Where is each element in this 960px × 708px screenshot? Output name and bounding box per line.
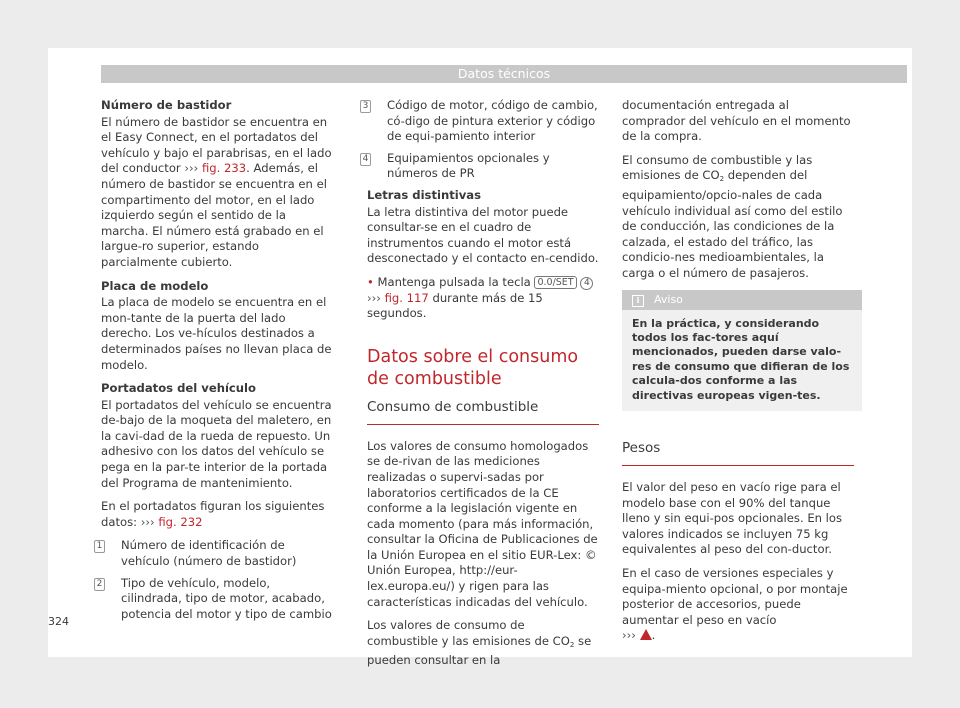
portadatos-paragraph: El portadatos del vehículo se encuentra de-bajo de la moqueta del maletero, en la cavi-dad de la rueda de repuesto. Un adhesivo con los datos del vehículo se pega en la par-te interior de la portada del Programa de mantenimiento. — [101, 397, 332, 490]
list-item-text: Equipamientos opcionales y números de PR — [387, 150, 550, 181]
instruction-bullet — [367, 275, 599, 322]
bastidor-paragraph — [101, 115, 333, 271]
documentacion-paragraph: documentación entregada al comprador del vehículo en el momento de la compra. — [622, 98, 851, 144]
aviso-box — [622, 290, 862, 411]
column-3 — [622, 98, 854, 652]
column-1 — [96, 98, 333, 628]
consumo-heading: Consumo de combustible — [367, 398, 539, 415]
item-number-badge: 1 — [94, 540, 105, 553]
page-header: Datos técnicos — [101, 65, 907, 83]
aviso-header — [622, 290, 862, 310]
bullet-icon: • — [367, 274, 374, 289]
warning-triangle-icon[interactable] — [640, 629, 652, 640]
bastidor-text-a: El número de bastidor se encuentra en el Easy Connect, en el portadatos del vehículo y bajo el parabrisas, en el lado del conductor — [101, 114, 332, 176]
pesos-paragraph-2: En el caso de versiones especiales y equipa-miento opcional, o por montaje posterior de accesorios, puede aumentar el peso en vacío ››› . — [622, 565, 848, 643]
item-number-badge: 2 — [94, 578, 105, 591]
list-item-text: Código de motor, código de cambio, có-digo de pintura exterior y código de equi-pamiento interior — [387, 98, 598, 144]
item-number-badge: 4 — [360, 153, 371, 166]
pesos-text: En el caso de versiones especiales y equipa-miento opcional, o por montaje posterior de accesorios, puede aumentar el peso en vacío — [622, 565, 848, 627]
instruction-text-b: durante más de 15 segundos. — [367, 290, 543, 321]
placa-heading: Placa de modelo — [101, 278, 209, 293]
portadatos-heading: Portadatos del vehículo — [101, 381, 256, 396]
list-item — [96, 575, 333, 623]
column-2 — [362, 98, 599, 677]
link-fig-232[interactable]: fig. 232 — [158, 514, 203, 529]
letras-heading: Letras distintivas — [367, 187, 482, 202]
aviso-text: En la práctica, y considerando todos los fac-tores aquí mencionados, pueden darse valo-res de consumo que difieran de los calcula-dos conforme a las directivas europeas vigen-tes. — [632, 316, 850, 402]
instruction-text-a: Mantenga pulsada la tecla — [377, 274, 531, 289]
figuran-text: En el portadatos figuran los siguientes datos: — [101, 499, 325, 529]
list-item-text: Tipo de vehículo, modelo, cilindrada, tipo de motor, acabado, potencia del motor y tipo de cambio — [121, 575, 332, 621]
aviso-title: Aviso — [654, 292, 683, 306]
pesos-heading-rule — [622, 439, 854, 466]
set-key-label: 0.0/SET — [534, 276, 576, 289]
list-item — [362, 98, 599, 145]
list-item — [96, 538, 333, 569]
co2-subscript: 2 — [569, 640, 575, 649]
emisiones-paragraph — [622, 153, 854, 282]
consumo-text-a: Los valores de consumo de combustible y las emisiones de CO — [367, 618, 570, 648]
consumo-heading-rule — [367, 398, 599, 425]
placa-paragraph: La placa de modelo se encuentra en el mon-tante de la puerta del lado derecho. Los ve-hículos destinados a determinados países no llevan placa de modelo. — [101, 295, 332, 372]
bastidor-text-b: . Además, el número de bastidor se encuentra en el compartimento del motor, en el lado izquierdo según el sentido de la marcha. El número está grabado en el largue-ro superior, estando parcialmente cubierto. — [101, 161, 327, 269]
info-icon: i — [632, 295, 644, 307]
arrow-ref-icon: ››› — [367, 290, 381, 305]
figuran-paragraph — [101, 499, 333, 530]
emisiones-text-a: El consumo de combustible y las emisiones de CO — [622, 152, 813, 183]
list-item-text: Número de identificación de vehículo (número de bastidor) — [121, 538, 297, 569]
page-number: 324 — [48, 615, 69, 628]
item-number-badge: 3 — [360, 100, 371, 113]
list-item — [362, 150, 599, 182]
document-page — [48, 48, 912, 668]
arrow-ref-icon: ››› — [184, 161, 199, 176]
consumo-paragraph-1: Los valores de consumo homologados se de-rivan de las mediciones realizadas o supervi-sadas por laboratorios certificados de la CE conforme a la legislación vigente en cada momento (para más información, consultar la Oficina de Publicaciones de la Unión Europea en el sitio EUR-Lex: © Unión Europea, http://eur-lex.europa.eu/) y rigen para las características indicadas del vehículo. — [367, 438, 598, 609]
co2-subscript: 2 — [719, 175, 725, 184]
pesos-paragraph-1: El valor del peso en vacío rige para el modelo base con el 90% del tanque lleno y sin equi-pos opcionales. En los valores indicados se incluyen 75 kg equivalentes al peso del con-ductor. — [622, 479, 843, 557]
bastidor-heading: Número de bastidor — [101, 98, 232, 112]
pesos-heading: Pesos — [622, 439, 661, 456]
link-fig-117[interactable]: fig. 117 — [384, 290, 429, 305]
letras-paragraph: La letra distintiva del motor puede consultar-se en el cuadro de instrumentos cuando el motor está desconectado y el contacto en-cendido. — [367, 204, 599, 266]
section-title: Datos sobre el consumo de combustible — [367, 346, 579, 389]
callout-4-icon: 4 — [580, 277, 593, 290]
arrow-ref-icon: ››› — [140, 514, 155, 529]
arrow-ref-icon: ››› — [622, 628, 636, 643]
link-fig-233[interactable]: fig. 233 — [202, 161, 247, 176]
consumo-text-b: se pueden consultar en la — [367, 633, 592, 668]
consumo-paragraph-2 — [367, 618, 599, 669]
emisiones-text-b: dependen del equipamiento/opcio-nales de cada vehículo individual así como del estilo de conducción, las condiciones de la calzada, el estado del tráfico, las condicio-nes medioambientales, la carga o el número de pasajeros. — [622, 168, 843, 280]
